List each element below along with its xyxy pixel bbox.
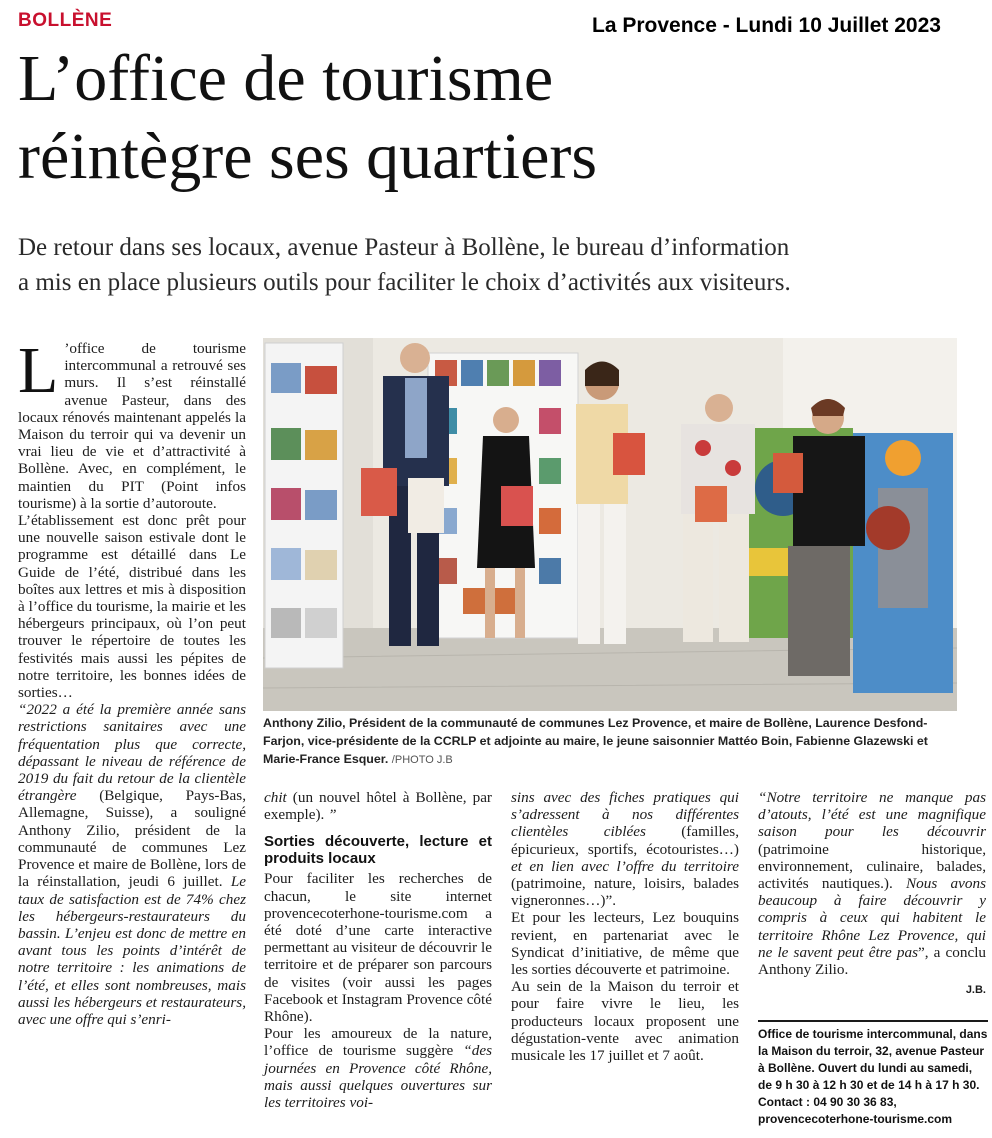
paragraph-text: (un nouvel hôtel à Bollène, par exemple). [264, 789, 492, 824]
paragraph-text: ’office de tourisme intercommunal a retrouvé ses murs. Il s’est réinstallé avenue Pasteur, dans des locaux rénovés maintenant appelés la Maison du terroir qui va devenir un vrai lieu de vie et d’attractivité à Bollène. Avec, en complément, le maintien du PIT (Point infos tourisme) à la sortie d’autoroute. [18, 340, 246, 512]
practical-info-box: Office de tourisme intercommunal, dans la Maison du terroir, 32, avenue Pasteur à Bollène. Ouvert du lundi au samedi, de 9 h 30 à 12 h 30 et de 14 h à 17 h 30. Contact : 04 90 30 36 83, provencecoterhone-tourisme.com [758, 1020, 988, 1128]
paragraph-text: (patrimoine historique, environnement, culinaire, balades, activités nautiques.). [758, 840, 986, 893]
quote-text: Nous avons beaucoup à faire découvrir y compris à ceux qui habitent le territoire Rhône Lez Provence, qui ne le savent peut être pas [758, 875, 986, 961]
section-kicker: BOLLÈNE [18, 10, 113, 31]
paragraph [511, 789, 739, 909]
publication-header: La Provence - Lundi 10 Juillet 2023 [592, 14, 941, 37]
paragraph [264, 789, 492, 823]
article-column-4 [758, 789, 986, 999]
article-photo [263, 338, 957, 711]
subheading: Sorties découverte, lecture et produits locaux [264, 833, 492, 868]
paragraph: Et pour les lecteurs, Lez bouquins revient, en partenariat avec le Syndicat d’initiative, de même que les sorties découverte et patrimoine. [511, 909, 739, 979]
quote-text: et en lien avec l’offre du territoire [511, 857, 739, 875]
quote-text: “des journées en Provence côté Rhône, mais aussi quelques ouvertures sur les territoires voi- [264, 1042, 492, 1112]
deck-line-1: De retour dans ses locaux, avenue Pasteur à Bollène, le bureau d’information [18, 234, 790, 261]
quote-text: ” [328, 806, 337, 824]
paragraph: Au sein de la Maison du terroir et pour faire vivre le lieu, les producteurs locaux proposent une dégustation-vente avec animation musicale les 17 juillet et 7 août. [511, 978, 739, 1065]
deck [18, 230, 978, 300]
quote-text: sins avec des fiches pratiques qui s’adressent à nos différentes clientèles ciblées [511, 789, 739, 841]
paragraph-text: (familles, épicurieux, sportifs, écotouristes…) [511, 823, 740, 858]
quote-text: “2022 a été la première année sans restrictions sanitaires avec une fréquentation plus que correcte, dépassant le niveau de référence de 2019 du fait du retour de la clientèle étrangère [18, 701, 246, 805]
headline [18, 40, 978, 196]
photo-credit: /PHOTO J.B [391, 754, 453, 766]
paragraph-text: ”, a conclu Anthony Zilio. [758, 943, 987, 979]
paragraph: Pour faciliter les recherches de chacun, le site internet provencecoterhone-tourisme.com a été doté d’une carte interactive permettant au visiteur de découvrir le territoire et de préparer son parcours de visites (voir aussi les pages Facebook et Instagram Provence côté Rhône). [264, 870, 492, 1026]
paragraph-text: Pour les amoureux de la nature, l’office de tourisme suggère [264, 1025, 492, 1060]
paragraph-text: (patrimoine, nature, loisirs, balades vigneronnes…)”. [511, 875, 739, 910]
headline-line-1: L’office de tourisme [18, 42, 554, 115]
photo-caption [263, 714, 963, 769]
quote-text: Le taux de satisfaction est de 74% chez les hébergeurs-restaurateurs du bassin. L’enjeu est donc de mettre en avant tous les points d’intérêt de notre territoire : les animations de l’été, et elles sont nombreuses, mais aussi les hébergeurs et restaurateurs, avec une offre qui s’enri- [18, 873, 246, 1028]
article-column-2 [264, 789, 492, 1111]
paragraph [18, 701, 246, 1028]
caption-text: Anthony Zilio, Président de la communauté de communes Lez Provence, et maire de Bollène, Laurence Desfond-Farjon, vice-présidente de la CCRLP et adjointe au maire, le jeune saisonnier Mattéo Boin, Fabienne Glazewski et Marie-France Esquer. [263, 716, 928, 766]
article-column-3 [511, 789, 739, 1064]
paragraph [758, 789, 986, 978]
article-column-1 [18, 334, 246, 1028]
drop-cap: L [18, 334, 59, 407]
paragraph [18, 334, 246, 512]
author-signature: J.B. [965, 984, 986, 997]
paragraph: L’établissement est donc prêt pour une nouvelle saison estivale dont le programme est détaillé dans Le Guide de l’été, distribué dans les boîtes aux lettres et mis à disposition à l’office du tourisme, la mairie et les hébergeurs principaux, où l’on peut trouver le répertoire de toutes les festivités mais aussi les pépites de notre territoire, les bonnes idées de sorties… [18, 512, 246, 702]
paragraph [264, 1025, 492, 1111]
photo-illustration [263, 338, 957, 711]
headline-line-2: réintègre ses quartiers [18, 120, 598, 193]
paragraph-text: (Belgique, Pays-Bas, Allemagne, Suisse), a souligné Anthony Zilio, président de la communauté de communes Lez Provence et maire de Bollène, lors de la réinstallation, jeudi 6 juillet. [18, 787, 246, 891]
deck-line-2: a mis en place plusieurs outils pour faciliter le choix d’activités aux visiteurs. [18, 269, 791, 296]
quote-text: “Notre territoire ne manque pas d’atouts, l’été est une magnifique saison pour les découvrir [758, 789, 986, 841]
quote-text: chit [264, 789, 287, 806]
